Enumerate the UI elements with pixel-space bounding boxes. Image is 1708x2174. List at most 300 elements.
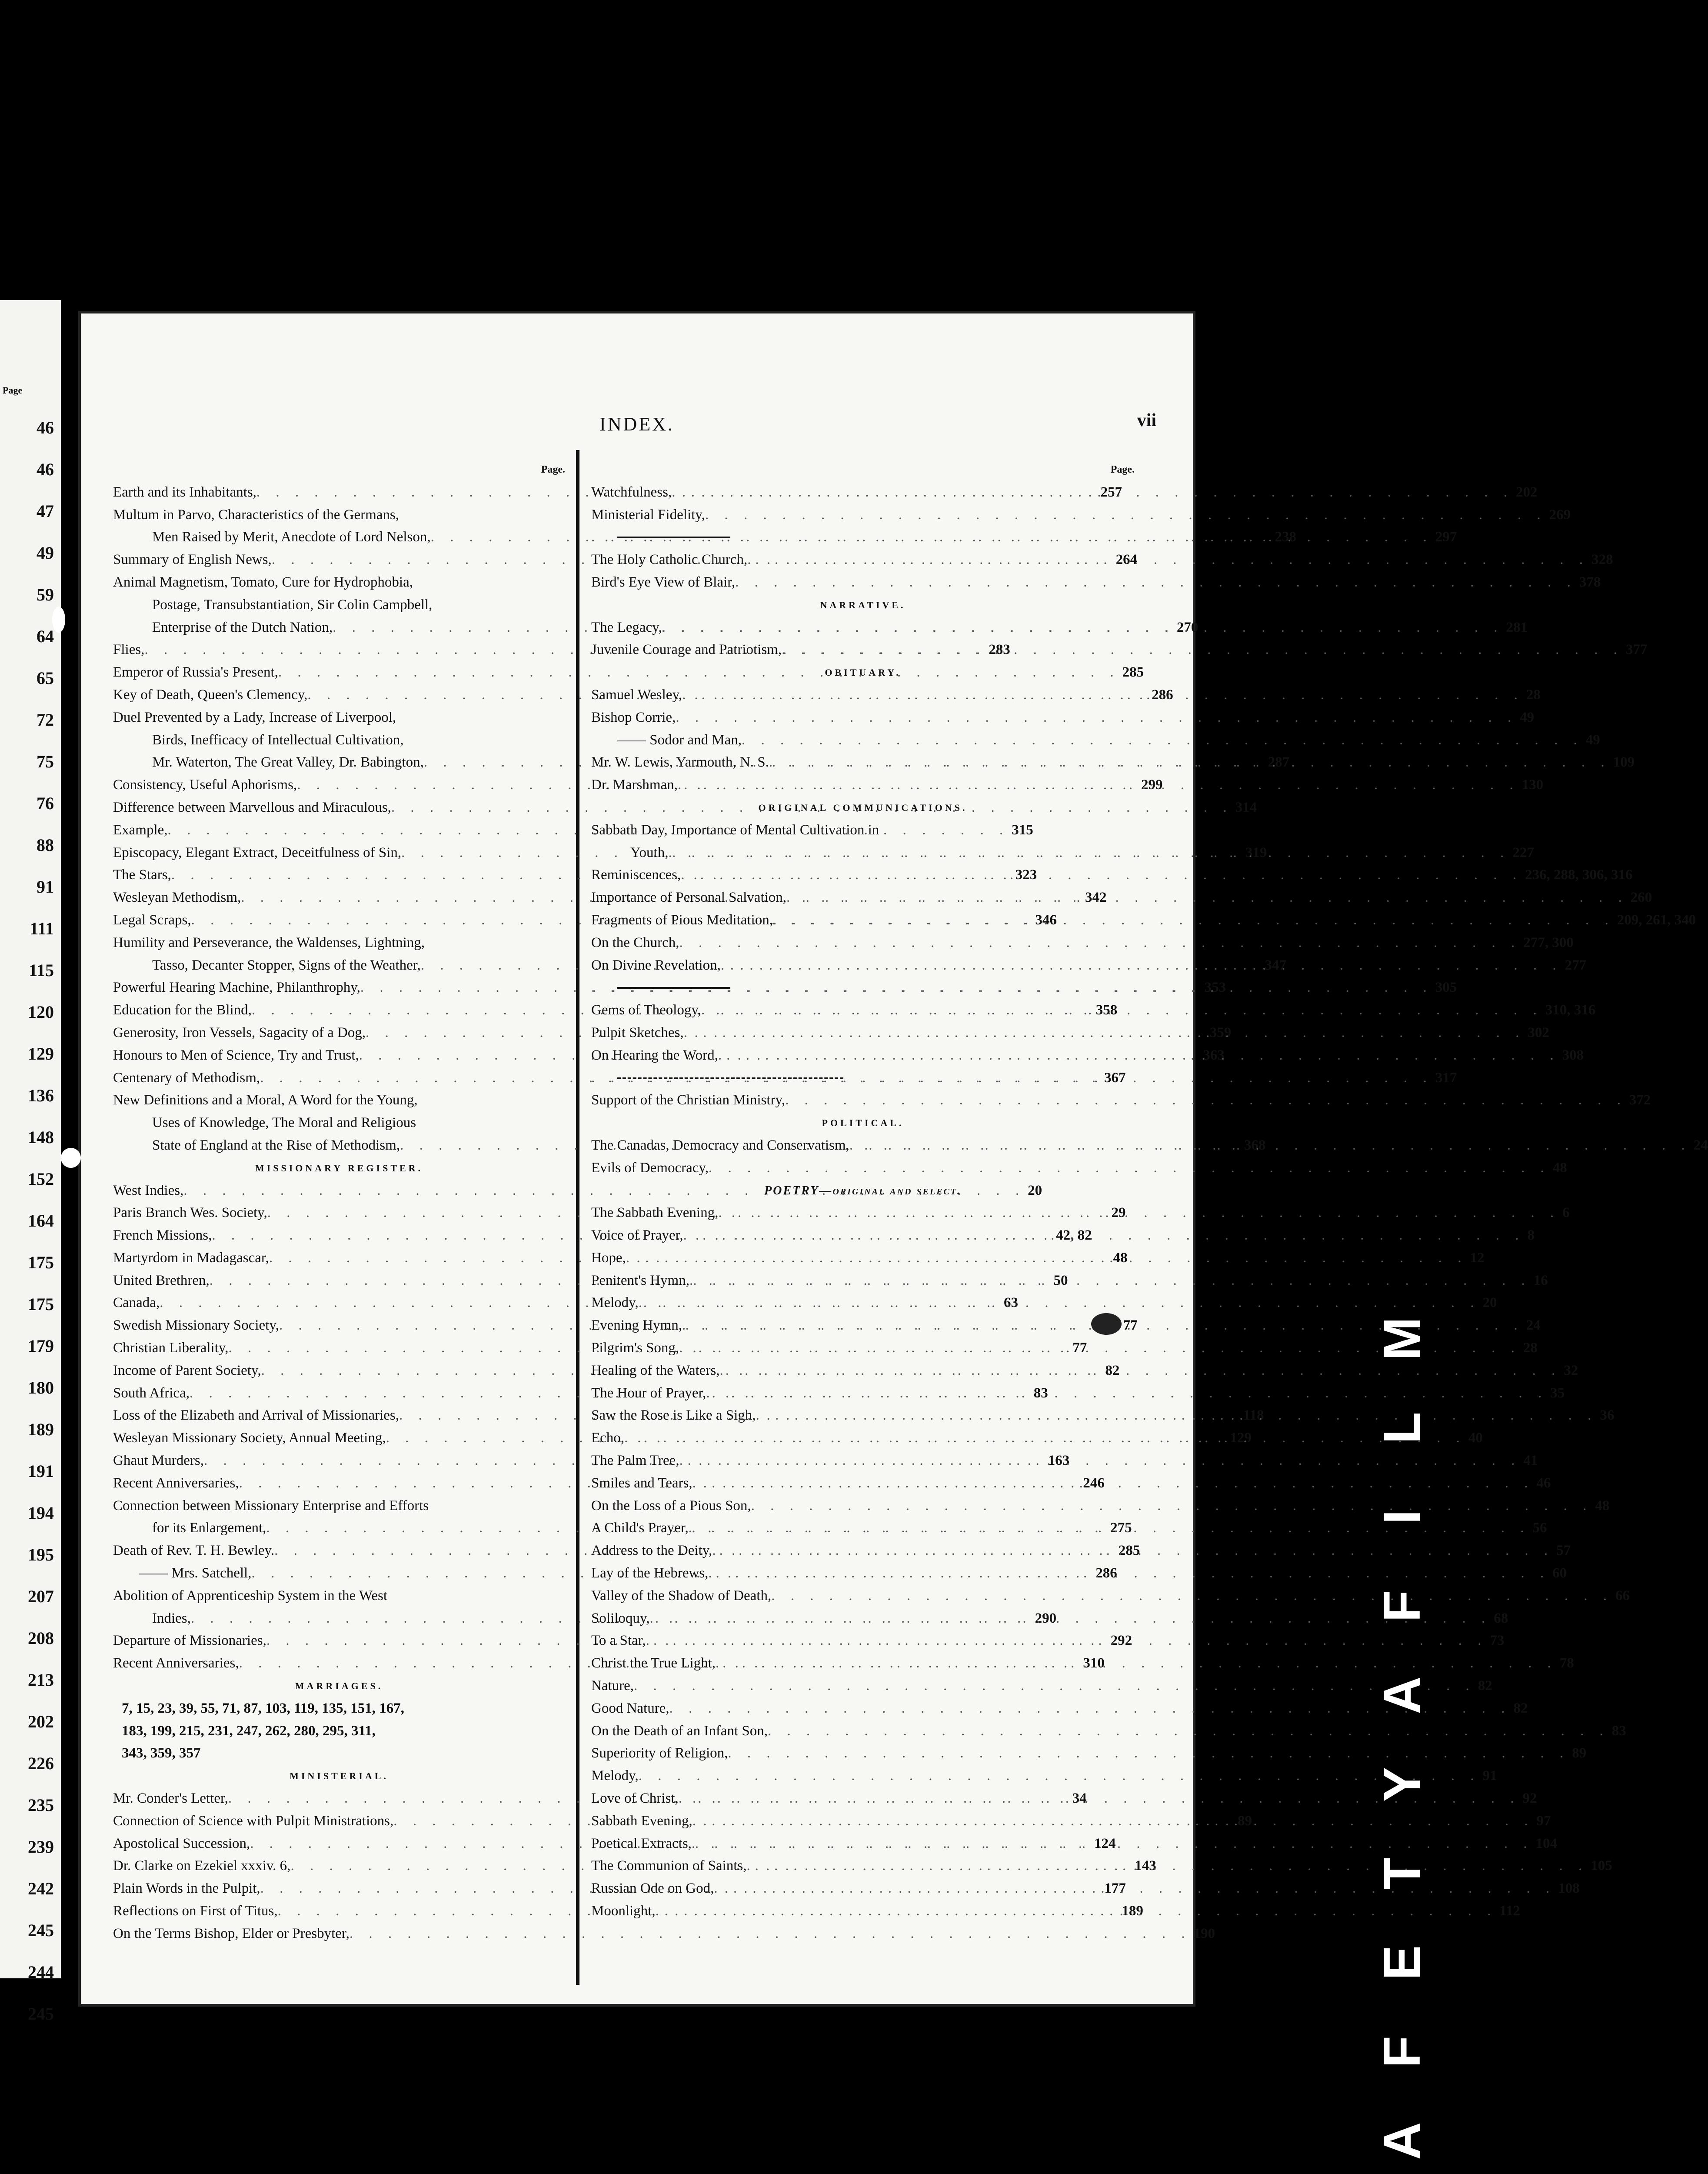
entry-page: 277: [1565, 957, 1587, 973]
section-heading: NARRATIVE.: [820, 599, 906, 610]
entry-title: Legal Scraps,: [113, 912, 191, 928]
entry-title: Wesleyan Missionary Society, Annual Meeting,: [113, 1430, 386, 1446]
entry-page: 12: [1470, 1250, 1485, 1266]
leader-dots: [646, 1630, 1488, 1652]
index-entry: [113, 594, 565, 617]
entry-page: 346: [1035, 912, 1057, 928]
index-entry: [113, 1585, 565, 1607]
leader-dots: [682, 684, 1524, 707]
entry-title: Education for the Blind,: [113, 1002, 252, 1018]
entry-title: A Child's Prayer,: [591, 1520, 689, 1536]
entry-title: Duel Prevented by a Lady, Increase of Liverpool,: [113, 709, 396, 725]
index-entry: [591, 1742, 1587, 1765]
entry-page: 310, 316: [1545, 1002, 1596, 1018]
entry-page: 317: [1435, 1070, 1457, 1086]
entry-page: 124: [1094, 1835, 1116, 1851]
entry-title: Summary of English News,: [113, 552, 272, 568]
adjacent-page-number: 120: [28, 1002, 54, 1022]
entry-page: 143: [1135, 1858, 1156, 1874]
entry-title: The Holy Catholic Church,: [591, 552, 748, 568]
adjacent-page-number: 76: [37, 794, 54, 813]
leader-dots: [689, 1270, 1531, 1292]
index-entry: [113, 1112, 565, 1134]
film-strip-letter: M: [1373, 1317, 1431, 1360]
entry-page: 314: [1235, 799, 1257, 815]
entry-title: South Africa,: [113, 1385, 190, 1401]
adjacent-page-number: 191: [28, 1461, 54, 1481]
entry-page: 302: [1528, 1024, 1549, 1040]
leader-dots: [350, 1923, 1191, 1945]
entry-page: 319: [1245, 844, 1267, 860]
page-column-heading: [113, 459, 565, 481]
index-entry: [591, 1900, 1521, 1923]
entry-page: 82: [1478, 1678, 1492, 1694]
index-entry: [591, 549, 1613, 571]
entry-page: 112: [1499, 1903, 1521, 1919]
entry-title: Plain Words in the Pulpit,: [113, 1881, 260, 1897]
index-entry: [591, 1450, 1538, 1472]
entry-title: Flies,: [113, 642, 145, 658]
entry-title: Earth and its Inhabitants,: [113, 484, 256, 500]
entry-title: The Legacy,: [591, 619, 662, 635]
page-title: INDEX.: [599, 413, 674, 435]
marriage-page-list: 183, 199, 215, 231, 247, 262, 280, 295, 311,: [122, 1723, 376, 1739]
entry-title: The Palm Tree,: [591, 1453, 679, 1469]
entry-page: 57: [1556, 1543, 1571, 1559]
entry-title: Emperor of Russia's Present,: [113, 664, 278, 680]
index-entry: [591, 819, 1135, 842]
index-entry: [591, 1585, 1630, 1607]
entry-title: Samuel Wesley,: [591, 687, 683, 703]
entry-title: Saw the Rose is Like a Sigh,: [591, 1407, 756, 1424]
index-entry: [591, 1607, 1508, 1630]
entry-title: Mr. Conder's Letter,: [113, 1791, 228, 1807]
entry-page: 36: [1600, 1407, 1615, 1424]
entry-title: Valley of the Shadow of Death,: [591, 1587, 772, 1604]
leader-dots: [718, 1044, 1560, 1067]
film-strip-letter: A: [1373, 1676, 1431, 1714]
entry-page: 6: [1562, 1205, 1570, 1221]
entry-page: 89: [1572, 1745, 1587, 1761]
entry-title: State of England at the Rise of Methodism,: [152, 1137, 400, 1153]
entry-title: Superiority of Religion,: [591, 1745, 728, 1761]
entry-title: Echo,: [591, 1430, 625, 1446]
index-entry: [591, 1089, 1651, 1112]
index-entry: [113, 932, 565, 954]
index-entry: [591, 1247, 1485, 1270]
entry-page: 92: [1522, 1791, 1537, 1807]
entry-title: Uses of Knowledge, The Moral and Religious: [152, 1115, 416, 1131]
index-entry: [591, 1697, 1528, 1720]
adjacent-page-number: 65: [37, 668, 54, 688]
entry-title: Gems of Theology,: [591, 1002, 701, 1018]
entry-page: 368: [1244, 1137, 1266, 1153]
adjacent-page-number: 47: [37, 501, 54, 521]
leader-dots: [773, 909, 1615, 932]
adjacent-page-number: 46: [37, 418, 54, 437]
leader-dots: [771, 1585, 1613, 1607]
adjacent-page-number: 164: [28, 1211, 54, 1230]
index-entry: [591, 1720, 1626, 1743]
adjacent-page-number: 46: [37, 460, 54, 479]
index-entry: [591, 1833, 1558, 1855]
entry-title: Importance of Personal Salvation,: [591, 890, 787, 906]
entry-title: Multum in Parvo, Characteristics of the Germans,: [113, 507, 400, 523]
speck: [61, 1148, 81, 1168]
page-heading-label: Page.: [541, 464, 565, 475]
index-entry: [591, 1652, 1574, 1675]
entry-title: Juvenile Courage and Patriotism,: [591, 642, 782, 658]
page-number: vii: [1137, 410, 1156, 430]
entry-title: Penitent's Hymn,: [591, 1272, 689, 1288]
entry-page: 118: [1243, 1407, 1264, 1424]
adjacent-page-number: 129: [28, 1044, 54, 1064]
index-entry: [591, 1337, 1538, 1360]
entry-page: 77: [1072, 1340, 1087, 1356]
adjacent-page-number: 242: [28, 1879, 54, 1898]
entry-title: Evening Hymn,: [591, 1317, 682, 1334]
entry-page: 342: [1085, 890, 1107, 906]
film-strip-letter: T: [1373, 1857, 1431, 1890]
entry-title: Poetical Extracts,: [591, 1835, 692, 1851]
entry-title: Hope,: [591, 1250, 626, 1266]
entry-page: 48: [1595, 1497, 1610, 1514]
entry-page: 163: [1048, 1453, 1070, 1469]
film-strip-letter: A: [1373, 2122, 1431, 2160]
entry-page: 270: [1176, 619, 1199, 635]
index-entry: [591, 1202, 1570, 1224]
entry-page: 104: [1535, 1835, 1558, 1851]
entry-page: 281: [1506, 619, 1528, 635]
leader-dots: [769, 751, 1611, 774]
leader-dots: [624, 1427, 1466, 1450]
entry-title: Bird's Eye View of Blair,: [591, 574, 736, 590]
entry-title: Pilgrim's Song,: [591, 1340, 679, 1356]
entry-title: Russian Ode on God,: [591, 1881, 714, 1897]
adjacent-page-number: 245: [28, 2004, 54, 2024]
entry-title: Support of the Christian Ministry,: [591, 1092, 786, 1108]
entry-page: 236, 288, 306, 316: [1525, 867, 1633, 883]
entry-page: 246: [1083, 1475, 1105, 1491]
adjacent-page-number: 115: [29, 960, 54, 980]
leader-dots: [747, 549, 1589, 571]
entry-page: 363: [1203, 1047, 1225, 1063]
entry-title: Recent Anniversaries,: [113, 1655, 239, 1671]
section-heading: POLITICAL.: [822, 1117, 904, 1129]
index-entry: [591, 729, 1600, 752]
adjacent-page-number: 189: [28, 1420, 54, 1439]
speck: [52, 607, 65, 633]
leader-dots: [785, 1089, 1627, 1112]
entry-title: Watchfulness,: [591, 484, 672, 500]
entry-title: Abolition of Apprenticeship System in the West: [113, 1587, 388, 1604]
index-entry: [113, 1923, 1215, 1945]
index-page: [78, 311, 1708, 2007]
entry-title: On the Loss of a Pious Son,: [591, 1497, 751, 1514]
entry-page: 60: [1552, 1565, 1567, 1581]
entry-title: The Hour of Prayer,: [591, 1385, 706, 1401]
entry-title: —— Sodor and Man,: [617, 732, 742, 748]
adjacent-page-number: 111: [30, 919, 54, 938]
leader-dots: [679, 932, 1521, 954]
entry-title: The Communion of Saints,: [591, 1858, 747, 1874]
adjacent-page-number: 59: [37, 585, 54, 604]
index-entry: [591, 1517, 1547, 1540]
entry-page: 227: [1512, 844, 1534, 860]
entry-title: Example,: [113, 822, 168, 838]
adjacent-page-number: 175: [28, 1253, 54, 1272]
leader-dots: [639, 1765, 1480, 1787]
adjacent-page-number: 244: [28, 1962, 54, 1982]
entry-page: 287: [1268, 754, 1290, 770]
leader-dots: [639, 1292, 1480, 1314]
leader-dots: [709, 1157, 1550, 1180]
entry-title: Voice of Prayer,: [591, 1227, 683, 1244]
entry-page: 24: [1693, 1137, 1708, 1153]
index-entry: [591, 1270, 1548, 1292]
section-heading: MINISTERIAL.: [290, 1771, 389, 1782]
adjacent-page-number: 235: [28, 1795, 54, 1815]
entry-title: Moonlight,: [591, 1903, 656, 1919]
entry-page: 257: [1100, 484, 1122, 500]
entry-title: Centenary of Methodism,: [113, 1070, 260, 1086]
entry-page: 358: [1095, 1002, 1118, 1018]
entry-title: Consistency, Useful Aphorisms,: [113, 777, 297, 793]
entry-page: 377: [1625, 642, 1648, 658]
film-strip-letter: L: [1373, 1412, 1431, 1444]
index-entry: [591, 1562, 1567, 1585]
entry-page: 283: [989, 642, 1010, 658]
index-entry: [113, 1067, 1126, 1090]
index-entry: [591, 1765, 1497, 1787]
adjacent-page-number: 245: [28, 1921, 54, 1940]
leader-dots: [768, 1720, 1609, 1743]
entry-title: Soliloquy,: [591, 1610, 650, 1626]
entry-title: Humility and Perseverance, the Waldenses, Lightning,: [113, 934, 425, 950]
leader-dots: [756, 1404, 1598, 1427]
entry-title: Postage, Transubstantiation, Sir Colin Campbell,: [152, 597, 433, 613]
entry-page: 310: [1083, 1655, 1105, 1671]
entry-page: 367: [1104, 1070, 1126, 1086]
entry-title: Departure of Missionaries,: [113, 1633, 266, 1649]
entry-page: 378: [1579, 574, 1601, 590]
entry-title: To a Star,: [591, 1633, 646, 1649]
leader-dots: [681, 864, 1522, 887]
entry-page: 108: [1558, 1881, 1580, 1897]
entry-page: 264: [1115, 552, 1138, 568]
index-entry: [591, 707, 1535, 729]
entry-page: 129: [1230, 1430, 1252, 1446]
film-strip-letter: F: [1373, 2036, 1431, 2068]
index-entry: [113, 526, 1296, 549]
entry-title: Enterprise of the Dutch Nation,: [152, 619, 333, 635]
entry-title: Dr. Marshman,: [591, 777, 678, 793]
entry-title: Key of Death, Queen's Clemency,: [113, 687, 308, 703]
entry-title: Mr. W. Lewis, Yarmouth, N. S.: [591, 754, 769, 770]
entry-title: Ministerial Fidelity,: [591, 507, 705, 523]
entry-title: Love of Christ,: [591, 1791, 679, 1807]
index-entry: [591, 481, 1538, 504]
entry-page: 41: [1523, 1453, 1538, 1469]
entry-title: Fragments of Pious Meditation,: [591, 912, 773, 928]
index-entry: [591, 932, 1574, 954]
entry-page: 109: [1613, 754, 1635, 770]
entry-title: —— Mrs. Satchell,: [139, 1565, 252, 1581]
entry-title: Lay of the Hebrews,: [591, 1565, 709, 1581]
entry-page: 202: [1515, 484, 1538, 500]
entry-page: 299: [1141, 777, 1163, 793]
index-entry: [591, 864, 1633, 887]
entry-page: 353: [1204, 980, 1226, 996]
entry-title: On the Terms Bishop, Elder or Presbyter,: [113, 1925, 350, 1941]
entry-page: 20: [1482, 1295, 1497, 1311]
entry-title: West Indies,: [113, 1182, 184, 1198]
entry-page: 28: [1526, 687, 1541, 703]
adjacent-page-number: 207: [28, 1587, 54, 1606]
entry-page: 91: [1482, 1768, 1497, 1784]
leader-dots: [735, 571, 1577, 594]
leader-dots: [782, 639, 1623, 661]
entry-title: for its Enlargement,: [152, 1520, 266, 1536]
entry-page: 238: [1275, 529, 1296, 545]
ink-blot: [1091, 1313, 1122, 1335]
entry-title: On Hearing the Word,: [591, 1047, 718, 1063]
entry-page: 8: [1527, 1227, 1535, 1244]
entry-page: 275: [1110, 1520, 1132, 1536]
index-entry: [113, 504, 565, 527]
leader-dots: [701, 999, 1543, 1022]
adjacent-page-number: 175: [28, 1294, 54, 1314]
entry-page: 82: [1105, 1362, 1120, 1378]
page-heading-label: Page.: [1110, 464, 1135, 475]
entry-page: 83: [1033, 1385, 1048, 1401]
index-entry: [591, 1314, 1541, 1337]
leader-dots: [684, 1022, 1525, 1044]
entry-title: Bishop Corrie,: [591, 709, 676, 725]
entry-title: The Canadas, Democracy and Conservatism,: [591, 1137, 849, 1153]
entry-page: 49: [1520, 709, 1535, 725]
leader-dots: [649, 1607, 1491, 1630]
entry-page: 24: [1526, 1317, 1541, 1334]
entry-title: Address to the Deity,: [591, 1543, 712, 1559]
entry-title: Healing of the Waters,: [591, 1362, 720, 1378]
entry-title: Men Raised by Merit, Anecdote of Lord Nelson,: [152, 529, 431, 545]
entry-title: French Missions,: [113, 1227, 212, 1244]
leader-dots: [849, 1134, 1691, 1157]
entry-title: Apostolical Succession,: [113, 1835, 250, 1851]
film-strip-letter: Y: [1373, 1767, 1431, 1802]
index-entry: [591, 887, 1652, 909]
index-entry: [591, 639, 1648, 661]
leader-dots: [721, 954, 1562, 977]
entry-title: On the Death of an Infant Son,: [591, 1723, 768, 1739]
entry-title: Sabbath Evening,: [591, 1813, 693, 1829]
index-entry: [591, 1630, 1505, 1652]
entry-title: Birds, Inefficacy of Intellectual Cultivation,: [152, 732, 404, 748]
entry-page: 305: [1435, 980, 1457, 996]
index-entry: [113, 1089, 565, 1112]
entry-page: 105: [1591, 1858, 1612, 1874]
entry-title: Tasso, Decanter Stopper, Signs of the Weather,: [152, 957, 421, 973]
entry-title: Paris Branch Wes. Society,: [113, 1205, 267, 1221]
adjacent-page-number: 72: [37, 710, 54, 730]
entry-page: 56: [1532, 1520, 1547, 1536]
entry-page: 46: [1536, 1475, 1551, 1491]
adjacent-page-number: 226: [28, 1754, 54, 1773]
entry-title: The Sabbath Evening,: [591, 1205, 719, 1221]
entry-page: 286: [1095, 1565, 1117, 1581]
entry-title: Connection of Science with Pulpit Ministrations,: [113, 1813, 394, 1829]
adjacent-page-number: 49: [37, 543, 54, 563]
leader-dots: [719, 1360, 1561, 1382]
adjacent-page-number: 194: [28, 1503, 54, 1523]
entry-page: 328: [1591, 552, 1613, 568]
entry-title: Ghaut Murders,: [113, 1453, 204, 1469]
adjacent-page-strip: [0, 300, 61, 2024]
index-entry: [591, 1675, 1492, 1697]
entry-title: Youth,: [630, 844, 669, 860]
entry-title: Income of Parent Society,: [113, 1362, 261, 1378]
entry-page: 277, 300: [1523, 934, 1574, 950]
leader-dots: [662, 617, 1504, 639]
entry-page: 315: [1012, 822, 1033, 838]
leader-dots: [634, 1675, 1475, 1697]
adjacent-page-number: 75: [37, 752, 54, 771]
entry-page: 16: [1533, 1272, 1548, 1288]
leader-dots: [678, 774, 1519, 797]
entry-title: Connection between Missionary Enterprise and Efforts: [113, 1497, 429, 1514]
film-strip-letter: F: [1373, 1590, 1431, 1622]
entry-page: 63: [1003, 1295, 1018, 1311]
entry-title: On Divine Revelation,: [591, 957, 721, 973]
entry-page: 308: [1562, 1047, 1584, 1063]
index-entry: [591, 571, 1601, 594]
index-entry: [113, 571, 565, 594]
entry-page: 269: [1549, 507, 1571, 523]
adjacent-page-number: 180: [28, 1378, 54, 1397]
index-entry: [591, 1292, 1497, 1314]
index-entry: [591, 1540, 1571, 1562]
section-heading: MARRIAGES.: [295, 1681, 383, 1692]
entry-title: Christ the True Light,: [591, 1655, 716, 1671]
page-column-heading: [591, 459, 1135, 481]
adjacent-page-number: 202: [28, 1712, 54, 1731]
adjacent-page-number: 213: [28, 1670, 54, 1690]
entry-page: 66: [1615, 1587, 1630, 1604]
index-entry: [591, 1360, 1578, 1382]
leader-dots: [786, 887, 1628, 909]
entry-title: Melody,: [591, 1768, 639, 1784]
entry-page: 78: [1559, 1655, 1574, 1671]
entry-page: 73: [1490, 1633, 1505, 1649]
entry-title: Reflections on First of Titus,: [113, 1903, 278, 1919]
index-entry: [591, 1472, 1551, 1495]
entry-page: 285: [1118, 1543, 1140, 1559]
index-entry-continuation: [591, 1067, 1457, 1090]
film-strip-letter: E: [1373, 1945, 1431, 1981]
entry-title: Loss of the Elizabeth and Arrival of Missionaries,: [113, 1407, 400, 1424]
entry-page: 130: [1522, 777, 1544, 793]
section-heading: POETRY—original and select.: [764, 1184, 962, 1197]
entry-page: 77: [1123, 1317, 1138, 1334]
adjacent-page-header: Page: [3, 385, 23, 396]
index-entry: [591, 1224, 1535, 1247]
entry-title: Death of Rev. T. H. Bewley.: [113, 1543, 275, 1559]
index-entry: [591, 1877, 1580, 1900]
section-heading: MISSIONARY REGISTER.: [255, 1162, 423, 1174]
entry-title: Good Nature,: [591, 1700, 669, 1716]
index-entry: [591, 909, 1696, 932]
